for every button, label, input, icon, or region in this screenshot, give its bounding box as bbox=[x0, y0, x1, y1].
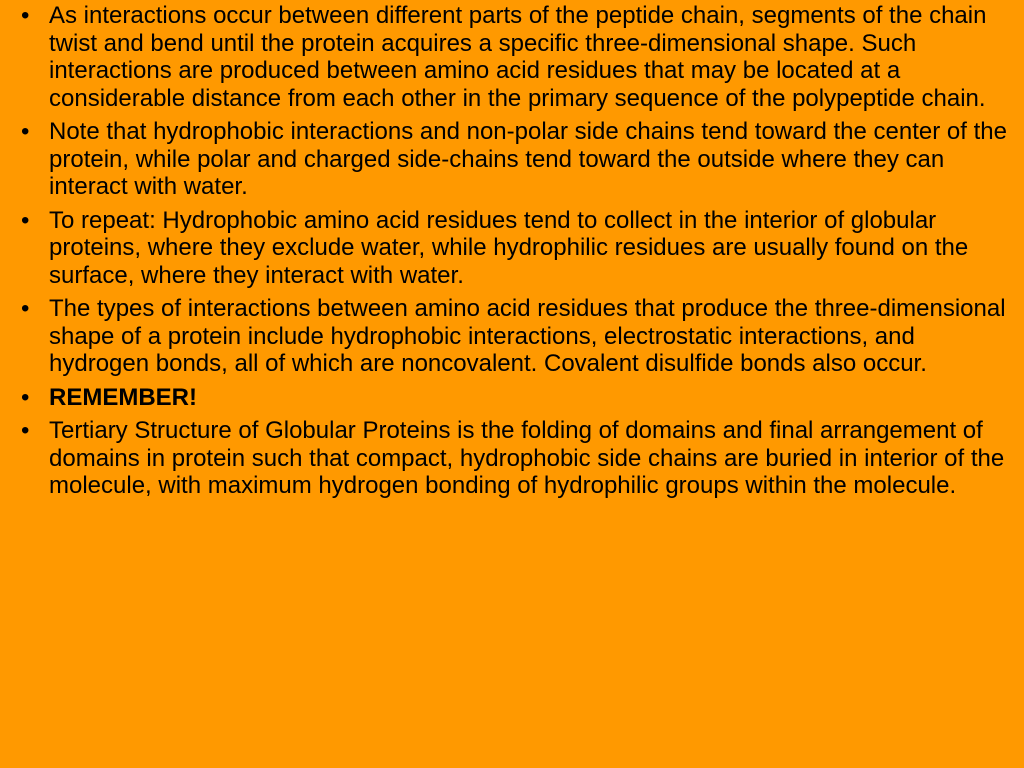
bullet-dot: • bbox=[21, 383, 30, 411]
bullet-dot: • bbox=[21, 295, 30, 322]
bullet-dot: • bbox=[21, 206, 30, 234]
bullet-dot: • bbox=[21, 417, 30, 444]
bullet-dot: • bbox=[21, 2, 30, 29]
bullet-list bbox=[0, 2, 1024, 500]
bullet-text: The types of interactions between amino acid residues that produce the three-dimensional shape of a protein include hydrophobic interactions, electrostatic interactions, and hydrogen bonds, all of which are noncovalent. Covalent disulfide bonds also occur. bbox=[49, 295, 1006, 377]
bullet-item-repeat bbox=[0, 207, 1008, 290]
bullet-item-tertiary-structure bbox=[0, 417, 1008, 500]
bullet-item-remember bbox=[0, 384, 1008, 412]
bullet-text-remember: REMEMBER! bbox=[49, 383, 197, 411]
bullet-dot: • bbox=[21, 118, 30, 145]
bullet-item-interaction-types bbox=[0, 295, 1008, 378]
bullet-text: Tertiary Structure of Globular Proteins is the folding of domains and final arrangement of domains in protein such that compact, hydrophobic side chains are buried in interior of the molecule, with maximum hydrogen bonding of hydrophilic groups within the molecule. bbox=[49, 417, 1005, 499]
bullet-text: As interactions occur between different parts of the peptide chain, segments of the chain twist and bend until the protein acquires a specific three-dimensional shape. Such interactions are produced between amino acid residues that may be located at a considerable distance from each other in the primary sequence of the polypeptide chain. bbox=[49, 2, 987, 112]
bullet-text: Note that hydrophobic interactions and non-polar side chains tend toward the center of the protein, while polar and charged side-chains tend toward the outside where they can interact with water. bbox=[49, 118, 1007, 200]
bullet-text: To repeat: Hydrophobic amino acid residues tend to collect in the interior of globular proteins, where they exclude water, while hydrophilic residues are usually found on the surface, where they interact with water. bbox=[49, 206, 969, 289]
bullet-item-hydrophobic-note bbox=[0, 118, 1008, 201]
bullet-item-interactions bbox=[0, 2, 1008, 112]
